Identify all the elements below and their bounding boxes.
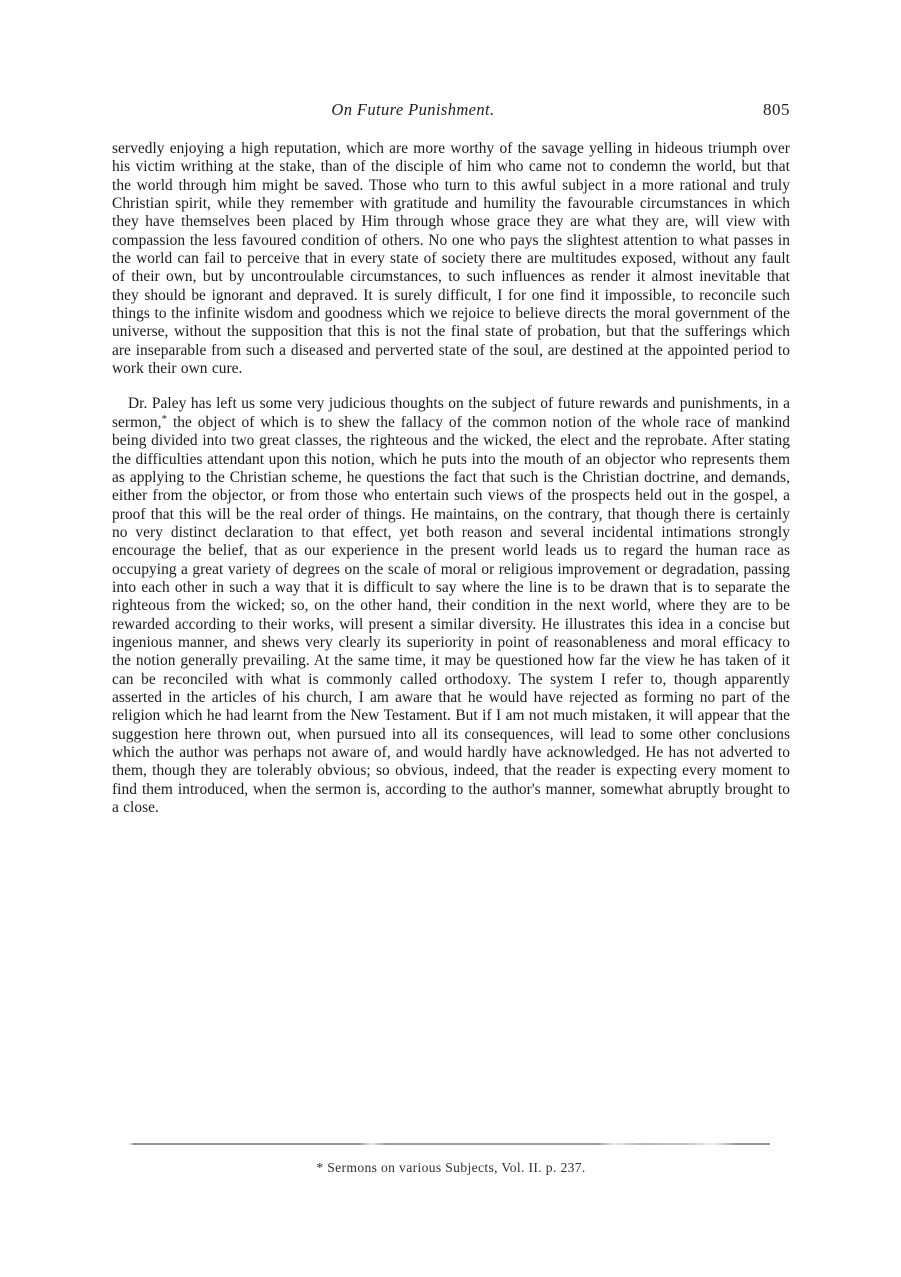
paragraph-2-text-before-footnote: Dr. Paley has left us some very judicious thoughts on the subject of future rewards and punishments, in a sermon, xyxy=(112,395,790,431)
running-head xyxy=(112,100,790,124)
body-text-block xyxy=(112,140,790,817)
running-head-title: On Future Punishment. xyxy=(331,100,495,119)
footnote-area xyxy=(112,1143,790,1176)
footnote-separator-rule xyxy=(128,1143,770,1145)
paragraph-1-text: servedly enjoying a high reputation, which are more worthy of the savage yelling in hideous triumph over his victim writhing at the stake, than of the disciple of him who came not to condemn the world, but that the world through him might be saved. Those who turn to this awful subject in a more rational and truly Christian spirit, while they remember with gratitude and humility the favourable circumstances in which they have themselves been placed by Him through whose grace they are what they are, will view with compassion the less favoured condition of others. No one who pays the slightest attention to what passes in the world can fail to perceive that in every state of society there are multitudes exposed, without any fault of their own, but by uncontroulable circumstances, to such influences as render it almost inevitable that they should be ignorant and depraved. It is surely difficult, I for one find it impossible, to reconcile such things to the infinite wisdom and goodness which we rejoice to believe directs the moral government of the universe, without the supposition that this is not the final state of probation, but that the sufferings which are inseparable from such a diseased and perverted state of the soul, are destined at the appointed period to work their own cure. xyxy=(112,140,790,378)
page-number: 805 xyxy=(763,100,790,119)
paragraph-1 xyxy=(112,140,790,378)
paragraph-2-text-after-footnote: the object of which is to shew the fallacy of the common notion of the whole race of mankind being divided into two great classes, the righteous and the wicked, the elect and the reprobate. After stating the difficulties attendant upon this notion, which he puts into the mouth of an objector who represents them as applying to the Christian scheme, he questions the fact that such is the Christian doctrine, and demands, either from the objector, or from those who entertain such views of the prospects held out in the gospel, a proof that this will be the real order of things. He maintains, on the contrary, that though there is certainly no very distinct declaration to that effect, yet both reason and several incidental intimations strongly encourage the belief, that as our experience in the present world leads us to regard the human race as occupying a great variety of degrees on the scale of moral or religious improvement or degradation, passing into each other in such a way that it is difficult to say where the line is to be drawn that is to separate the righteous from the wicked; so, on the other hand, their condition in the next world, where they are to be rewarded according to their works, will present a similar diversity. He illustrates this idea in a concise but ingenious manner, and shews very clearly its superiority in point of reasonableness and moral efficacy to the notion generally prevailing. At the same time, it may be questioned how far the view he has taken of it can be reconciled with what is commonly called orthodoxy. The system I refer to, though apparently asserted in the articles of his church, I am aware that he would have rejected as forming no part of the religion which he had learnt from the New Testament. But if I am not much mistaken, it will appear that the suggestion here thrown out, when pursued into all its consequences, will lead to some other conclusions which the author was perhaps not aware of, and would hardly have acknowledged. He has not adverted to them, though they are tolerably obvious; so obvious, indeed, that the reader is expecting every moment to find them introduced, when the sermon is, according to the author's manner, somewhat abruptly brought to a close. xyxy=(112,413,790,817)
footnote-text: * Sermons on various Subjects, Vol. II. p. 237. xyxy=(316,1160,586,1175)
paragraph-2 xyxy=(112,395,790,817)
footnote-marker: * xyxy=(161,412,168,425)
